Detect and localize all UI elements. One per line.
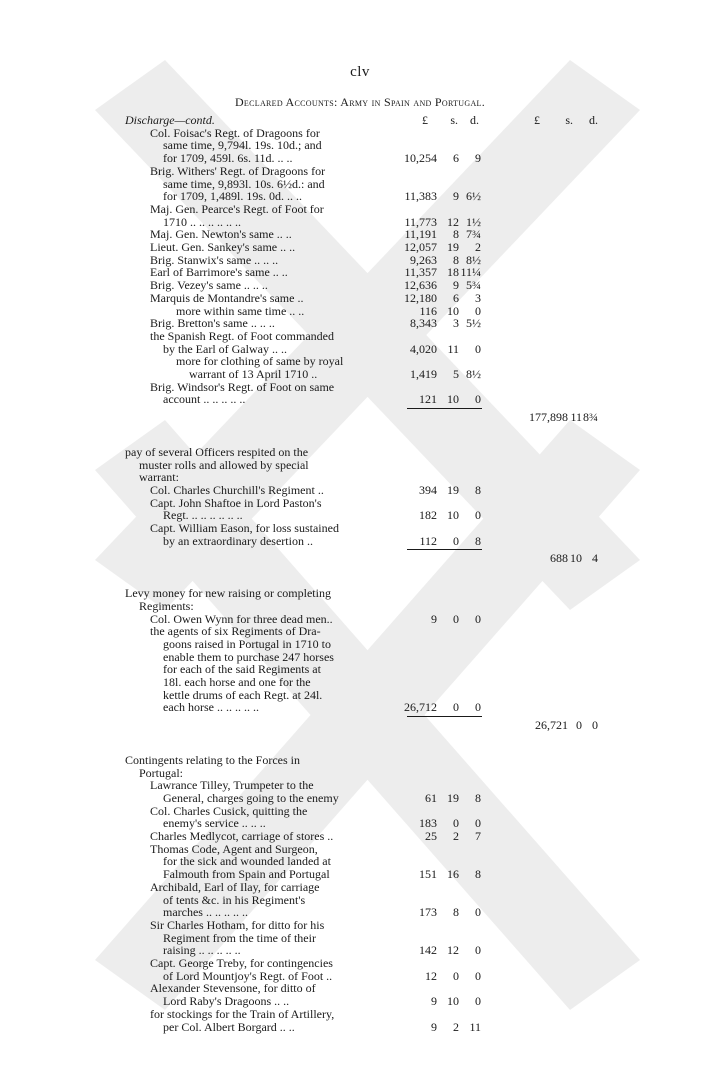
- amount-pence: 1½: [466, 214, 481, 229]
- amount-pence: 6½: [466, 189, 481, 204]
- amount-pence: 0: [475, 611, 481, 626]
- amount-pence: 0: [475, 508, 481, 523]
- amount-shillings: 11: [447, 341, 459, 356]
- amount-pounds: 11,773: [404, 214, 437, 229]
- amount-pounds: 1,419: [410, 367, 437, 381]
- entry-text-line: for each of the said Regiments at: [163, 662, 321, 677]
- group-heading-line: Contingents relating to the Forces in: [125, 752, 300, 767]
- header-pounds-left: £: [422, 113, 428, 127]
- entry-text-line: for the sick and wounded landed at: [163, 854, 331, 869]
- amount-pence: 8: [475, 867, 481, 882]
- entry-text-line: Col. Charles Churchill's Regiment ..: [150, 482, 324, 497]
- amount-pence: 0: [475, 816, 481, 831]
- amount-pounds: 11,357: [404, 265, 437, 280]
- entry-text-line: Col. Charles Cusick, quitting the: [150, 803, 308, 818]
- amount-pounds: 25: [425, 829, 437, 843]
- amount-shillings: 18: [447, 265, 459, 280]
- entry-text-line: Thomas Code, Agent and Surgeon,: [150, 841, 318, 856]
- amount-pence: 9: [475, 151, 481, 166]
- entry-text-line: Col. Owen Wynn for three dead men..: [150, 611, 333, 626]
- amount-pounds: 12,180: [404, 290, 437, 305]
- total-pounds: 177,898: [529, 410, 568, 425]
- amount-pounds: 10,254: [404, 151, 437, 166]
- amount-shillings: 0: [453, 700, 459, 715]
- amount-shillings: 3: [453, 316, 459, 331]
- entry-text-line: Falmouth from Spain and Portugal: [163, 867, 330, 882]
- amount-pence: 0: [475, 905, 481, 920]
- entry-text-line: Brig. Vezey's same .. .. ..: [150, 278, 268, 293]
- amount-pounds: 9,263: [410, 252, 437, 267]
- amount-pence: 8½: [466, 367, 481, 381]
- amount-shillings: 16: [447, 867, 459, 882]
- amount-pence: 8½: [466, 252, 481, 267]
- amount-pounds: 112: [419, 533, 437, 548]
- amount-pounds: 9: [431, 1019, 437, 1034]
- group-heading-line: warrant:: [139, 470, 179, 485]
- entry-text-line: 1710 .. .. .. .. .. ..: [163, 214, 241, 229]
- amount-shillings: 0: [453, 816, 459, 831]
- entry-text-line: warrant of 13 April 1710 ..: [189, 367, 318, 381]
- total-shillings: 0: [576, 718, 582, 733]
- header-shillings-right: s.: [565, 113, 573, 127]
- amount-shillings: 12: [447, 943, 459, 958]
- entry-text-line: Col. Foisac's Regt. of Dragoons for: [150, 125, 320, 140]
- amount-pounds: 8,343: [410, 316, 437, 331]
- amount-pence: 8: [475, 533, 481, 548]
- group-heading-line: pay of several Officers respited on the: [125, 444, 309, 459]
- amount-shillings: 9: [453, 278, 459, 293]
- amount-pounds: 11,383: [404, 189, 437, 204]
- amount-pence: 0: [475, 994, 481, 1009]
- amount-pence: 11: [469, 1019, 481, 1034]
- entry-text-line: General, charges going to the enemy: [163, 790, 339, 805]
- entry-text-line: Regiment from the time of their: [163, 930, 316, 945]
- amount-shillings: 5: [453, 367, 459, 381]
- entry-text-line: Charles Medlycot, carriage of stores ..: [150, 829, 334, 843]
- total-pounds: 26,721: [535, 718, 568, 733]
- amount-shillings: 0: [453, 968, 459, 983]
- amount-pence: 0: [475, 968, 481, 983]
- header-pence-left: d.: [470, 113, 479, 127]
- amount-shillings: 10: [447, 303, 459, 318]
- subtotal-rule: [407, 408, 482, 409]
- amount-pounds: 12,057: [404, 240, 437, 254]
- amount-pounds: 4,020: [410, 341, 437, 356]
- entry-text-line: marches .. .. .. .. ..: [163, 905, 248, 920]
- amount-shillings: 19: [447, 790, 459, 805]
- amount-pounds: 183: [419, 816, 437, 831]
- entry-text-line: of Lord Mountjoy's Regt. of Foot ..: [163, 968, 333, 983]
- total-pounds: 688: [550, 551, 568, 566]
- amount-shillings: 0: [453, 611, 459, 626]
- amount-shillings: 12: [447, 214, 459, 229]
- entry-text-line: each horse .. .. .. .. ..: [163, 700, 259, 715]
- subtotal-rule: [407, 716, 482, 717]
- amount-pounds: 9: [431, 994, 437, 1009]
- amount-pounds: 394: [419, 482, 437, 497]
- amount-shillings: 19: [447, 482, 459, 497]
- entry-text-line: 18l. each horse and one for the: [163, 675, 311, 689]
- amount-pence: 7: [475, 829, 481, 843]
- amount-shillings: 8: [453, 252, 459, 267]
- total-pence: 8¾: [583, 410, 598, 425]
- entry-text-line: raising .. .. .. .. ..: [163, 943, 241, 958]
- amount-shillings: 8: [453, 227, 459, 242]
- amount-pence: 5½: [466, 316, 481, 331]
- entry-text-line: the agents of six Regiments of Dra-: [150, 624, 321, 639]
- amount-pence: 3: [475, 290, 481, 305]
- amount-pounds: 121: [419, 392, 437, 407]
- entry-text-line: Capt. William Eason, for loss sustained: [150, 521, 339, 535]
- section-label: Discharge—contd.: [125, 113, 215, 127]
- amount-pence: 8: [475, 790, 481, 805]
- header-pounds-right: £: [534, 113, 540, 127]
- amount-pence: 11¼: [460, 265, 481, 280]
- entry-text-line: Brig. Windsor's Regt. of Foot on same: [150, 379, 335, 394]
- entry-text-line: same time, 9,794l. 19s. 10d.; and: [163, 138, 322, 153]
- total-shillings: 11: [570, 410, 582, 425]
- header-pence-right: d.: [589, 113, 598, 127]
- amount-shillings: 10: [447, 508, 459, 523]
- entry-text-line: Maj. Gen. Newton's same .. ..: [150, 227, 292, 242]
- entry-text-line: for stockings for the Train of Artillery,: [150, 1006, 335, 1021]
- amount-pounds: 26,712: [404, 700, 437, 715]
- entry-text-line: by the Earl of Galway .. ..: [163, 341, 287, 356]
- amount-pence: 8: [475, 482, 481, 497]
- entry-text-line: Alexander Stevensone, for ditto of: [150, 981, 316, 996]
- entry-text-line: enemy's service .. .. ..: [163, 816, 266, 831]
- amount-pounds: 142: [419, 943, 437, 958]
- amount-pence: 2: [475, 240, 481, 254]
- amount-pounds: 116: [419, 303, 437, 318]
- entry-text-line: goons raised in Portugal in 1710 to: [163, 636, 331, 651]
- amount-shillings: 19: [447, 240, 459, 254]
- entry-text-line: per Col. Albert Borgard .. ..: [163, 1019, 295, 1034]
- total-pence: 4: [592, 551, 598, 566]
- amount-shillings: 6: [453, 151, 459, 166]
- amount-shillings: 8: [453, 905, 459, 920]
- entry-text-line: enable them to purchase 247 horses: [163, 649, 334, 664]
- entry-text-line: for 1709, 459l. 6s. 11d. .. ..: [163, 151, 293, 166]
- entry-text-line: Brig. Stanwix's same .. .. ..: [150, 252, 279, 267]
- entry-text-line: more for clothing of same by royal: [176, 354, 344, 369]
- amount-shillings: 10: [447, 994, 459, 1009]
- entry-text-line: Brig. Bretton's same .. .. ..: [150, 316, 275, 331]
- entry-text-line: by an extraordinary desertion ..: [163, 533, 313, 548]
- entry-text-line: the Spanish Regt. of Foot commanded: [150, 328, 334, 343]
- amount-shillings: 0: [453, 533, 459, 548]
- entry-text-line: Capt. John Shaftoe in Lord Paston's: [150, 495, 322, 510]
- amount-pence: 0: [475, 303, 481, 318]
- entry-text-line: Archibald, Earl of Ilay, for carriage: [150, 879, 320, 894]
- amount-shillings: 2: [453, 1019, 459, 1034]
- entry-text-line: Sir Charles Hotham, for ditto for his: [150, 917, 325, 932]
- entry-text-line: Marquis de Montandre's same ..: [150, 290, 304, 305]
- amount-pounds: 12,636: [404, 278, 437, 293]
- entry-text-line: account .. .. .. .. ..: [163, 392, 246, 407]
- amount-pence: 0: [475, 341, 481, 356]
- group-heading-line: Levy money for new raising or completing: [125, 586, 331, 601]
- amount-pence: 0: [475, 943, 481, 958]
- amount-pence: 0: [475, 392, 481, 407]
- entry-text-line: for 1709, 1,489l. 19s. 0d. .. ..: [163, 189, 302, 204]
- total-pence: 0: [592, 718, 598, 733]
- entry-text-line: Lieut. Gen. Sankey's same .. ..: [150, 240, 296, 254]
- entry-text-line: Maj. Gen. Pearce's Regt. of Foot for: [150, 201, 324, 216]
- amount-pounds: 61: [425, 790, 437, 805]
- amount-pence: 5¾: [466, 278, 481, 293]
- entry-text-line: Capt. George Treby, for contingencies: [150, 956, 333, 970]
- entry-text-line: Brig. Withers' Regt. of Dragoons for: [150, 163, 326, 178]
- total-shillings: 10: [570, 551, 582, 566]
- amount-pounds: 9: [431, 611, 437, 626]
- entry-text-line: of tents &c. in his Regiment's: [163, 892, 306, 907]
- entry-text-line: Lord Raby's Dragoons .. ..: [163, 994, 290, 1009]
- header-shillings-left: s.: [450, 113, 458, 127]
- amount-pounds: 12: [425, 968, 437, 983]
- amount-shillings: 2: [453, 829, 459, 843]
- entry-text-line: more within same time .. ..: [176, 303, 305, 318]
- subtotal-rule: [407, 549, 482, 550]
- amount-pounds: 11,191: [404, 227, 437, 242]
- entry-text-line: Regt. .. .. .. .. .. ..: [163, 508, 243, 523]
- entry-text-line: Earl of Barrimore's same .. ..: [150, 265, 288, 280]
- amount-pence: 7¾: [466, 227, 481, 242]
- amount-shillings: 6: [453, 290, 459, 305]
- group-heading-line: muster rolls and allowed by special: [139, 457, 309, 472]
- running-head: Declared Accounts: Army in Spain and Portugal.: [234, 95, 486, 109]
- amount-pounds: 151: [419, 867, 437, 882]
- amount-pounds: 173: [419, 905, 437, 920]
- entry-text-line: same time, 9,893l. 10s. 6½d.: and: [163, 176, 325, 191]
- group-heading-line: Portugal:: [139, 765, 183, 780]
- group-heading-line: Regiments:: [139, 598, 194, 613]
- entry-text-line: Lawrance Tilley, Trumpeter to the: [150, 778, 314, 793]
- entry-text-line: kettle drums of each Regt. at 24l.: [163, 687, 323, 702]
- amount-pounds: 182: [419, 508, 437, 523]
- amount-pence: 0: [475, 700, 481, 715]
- page-folio: clv: [350, 64, 370, 80]
- amount-shillings: 9: [453, 189, 459, 204]
- amount-shillings: 10: [447, 392, 459, 407]
